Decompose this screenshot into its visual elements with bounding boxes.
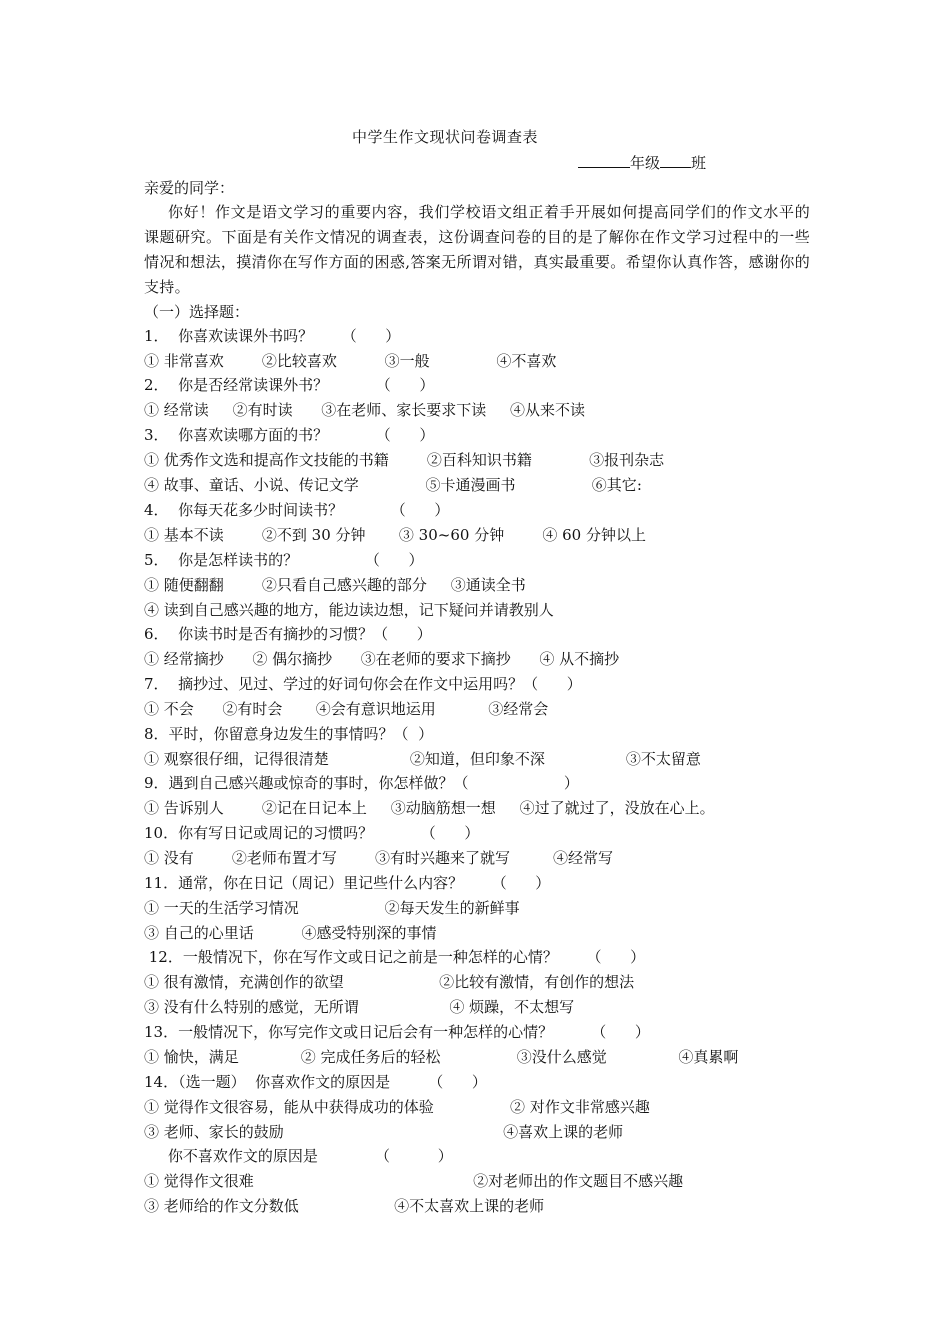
question-10-options: ① 没有 ②老师布置才写 ③有时兴趣来了就写 ④经常写 (144, 849, 613, 867)
question-9: 9．遇到自己感兴趣或惊奇的事时，你怎样做？（ ） (144, 774, 579, 792)
section-heading: （一）选择题： (144, 303, 250, 321)
question-2: 2． 你是否经常读课外书？ （ ） (144, 376, 435, 394)
question-13: 13．一般情况下，你写完作文或日记后会有一种怎样的心情？ （ ） (144, 1023, 650, 1041)
grade-blank[interactable] (578, 151, 630, 168)
question-11-options-a: ① 一天的生活学习情况 ②每天发生的新鲜事 (144, 899, 520, 917)
page-title: 中学生作文现状问卷调查表 (351, 128, 538, 146)
grade-label: 年级 (630, 154, 661, 172)
question-10: 10．你有写日记或周记的习惯吗？ （ ） (144, 824, 480, 842)
class-label: 班 (691, 154, 707, 172)
question-3-options-b: ④ 故事、童话、小说、传记文学 ⑤卡通漫画书 ⑥其它: (144, 476, 642, 494)
question-1-options: ① 非常喜欢 ②比较喜欢 ③一般 ④不喜欢 (144, 352, 557, 370)
question-5-options-b: ④ 读到自己感兴趣的地方，能边读边想，记下疑问并请教别人 (144, 601, 554, 619)
question-6: 6． 你读书时是否有摘抄的习惯？（ ） (144, 625, 432, 643)
question-14: 14．（选一题） 你喜欢作文的原因是 （ ） (144, 1073, 487, 1091)
question-2-options: ① 经常读 ②有时读 ③在老师、家长要求下读 ④从来不读 (144, 401, 586, 419)
question-14-dislike-options-a: ① 觉得作文很难 ②对老师出的作文题目不感兴趣 (144, 1172, 684, 1190)
question-12-options-b: ③ 没有什么特别的感觉，无所谓 ④ 烦躁，不太想写 (144, 998, 575, 1016)
question-14-options-b: ③ 老师、家长的鼓励 ④喜欢上课的老师 (144, 1123, 624, 1141)
question-8: 8．平时，你留意身边发生的事情吗？（ ） (144, 725, 434, 743)
question-11-options-b: ③ 自己的心里话 ④感受特别深的事情 (144, 924, 437, 942)
intro-paragraph: 你好！作文是语文学习的重要内容，我们学校语文组正着手开展如何提高同学们的作文水平的课题研究。下面是有关作文情况的调查表，这份调查问卷的目的是了解你在作文学习过程中的一些情况和想法，摸清你在写作方面的困惑,答案无所谓对错，真实最重要。希望你认真作答，感谢你的支持。 (144, 203, 810, 296)
question-14-dislike: 你不喜欢作文的原因是 （ ） (144, 1147, 453, 1165)
question-13-options: ① 愉快，满足 ② 完成任务后的轻松 ③没什么感觉 ④真累啊 (144, 1048, 739, 1066)
question-12: 12．一般情况下，你在写作文或日记之前是一种怎样的心情？ （ ） (144, 948, 646, 966)
question-3: 3． 你喜欢读哪方面的书？ （ ） (144, 426, 435, 444)
question-4: 4． 你每天花多少时间读书？ （ ） (144, 501, 450, 519)
question-1: 1． 你喜欢读课外书吗？ （ ） (144, 327, 401, 345)
question-8-options: ① 观察很仔细，记得很清楚 ②知道，但印象不深 ③不太留意 (144, 750, 701, 768)
question-14-options-a: ① 觉得作文很容易，能从中获得成功的体验 ② 对作文非常感兴趣 (144, 1098, 650, 1116)
grade-class-line (578, 151, 706, 174)
class-blank[interactable] (660, 151, 691, 168)
question-11: 11．通常，你在日记（周记）里记些什么内容？ （ ） (144, 874, 551, 892)
question-3-options-a: ① 优秀作文选和提高作文技能的书籍 ②百科知识书籍 ③报刊杂志 (144, 451, 665, 469)
question-7-options: ① 不会 ②有时会 ④会有意识地运用 ③经常会 (144, 700, 549, 718)
question-6-options: ① 经常摘抄 ② 偶尔摘抄 ③在老师的要求下摘抄 ④ 从不摘抄 (144, 650, 620, 668)
question-9-options: ① 告诉别人 ②记在日记本上 ③动脑筋想一想 ④过了就过了，没放在心上。 (144, 799, 715, 817)
greeting: 亲爱的同学： (144, 179, 235, 197)
question-7: 7． 摘抄过、见过、学过的好词句你会在作文中运用吗？（ ） (144, 675, 582, 693)
question-4-options: ① 基本不读 ②不到 30 分钟 ③ 30~60 分钟 ④ 60 分钟以上 (144, 526, 646, 544)
question-5-options-a: ① 随便翻翻 ②只看自己感兴趣的部分 ③通读全书 (144, 576, 526, 594)
question-14-dislike-options-b: ③ 老师给的作文分数低 ④不太喜欢上课的老师 (144, 1197, 545, 1215)
question-12-options-a: ① 很有激情，充满创作的欲望 ②比较有激情，有创作的想法 (144, 973, 635, 991)
question-5: 5． 你是怎样读书的？ （ ） (144, 551, 424, 569)
